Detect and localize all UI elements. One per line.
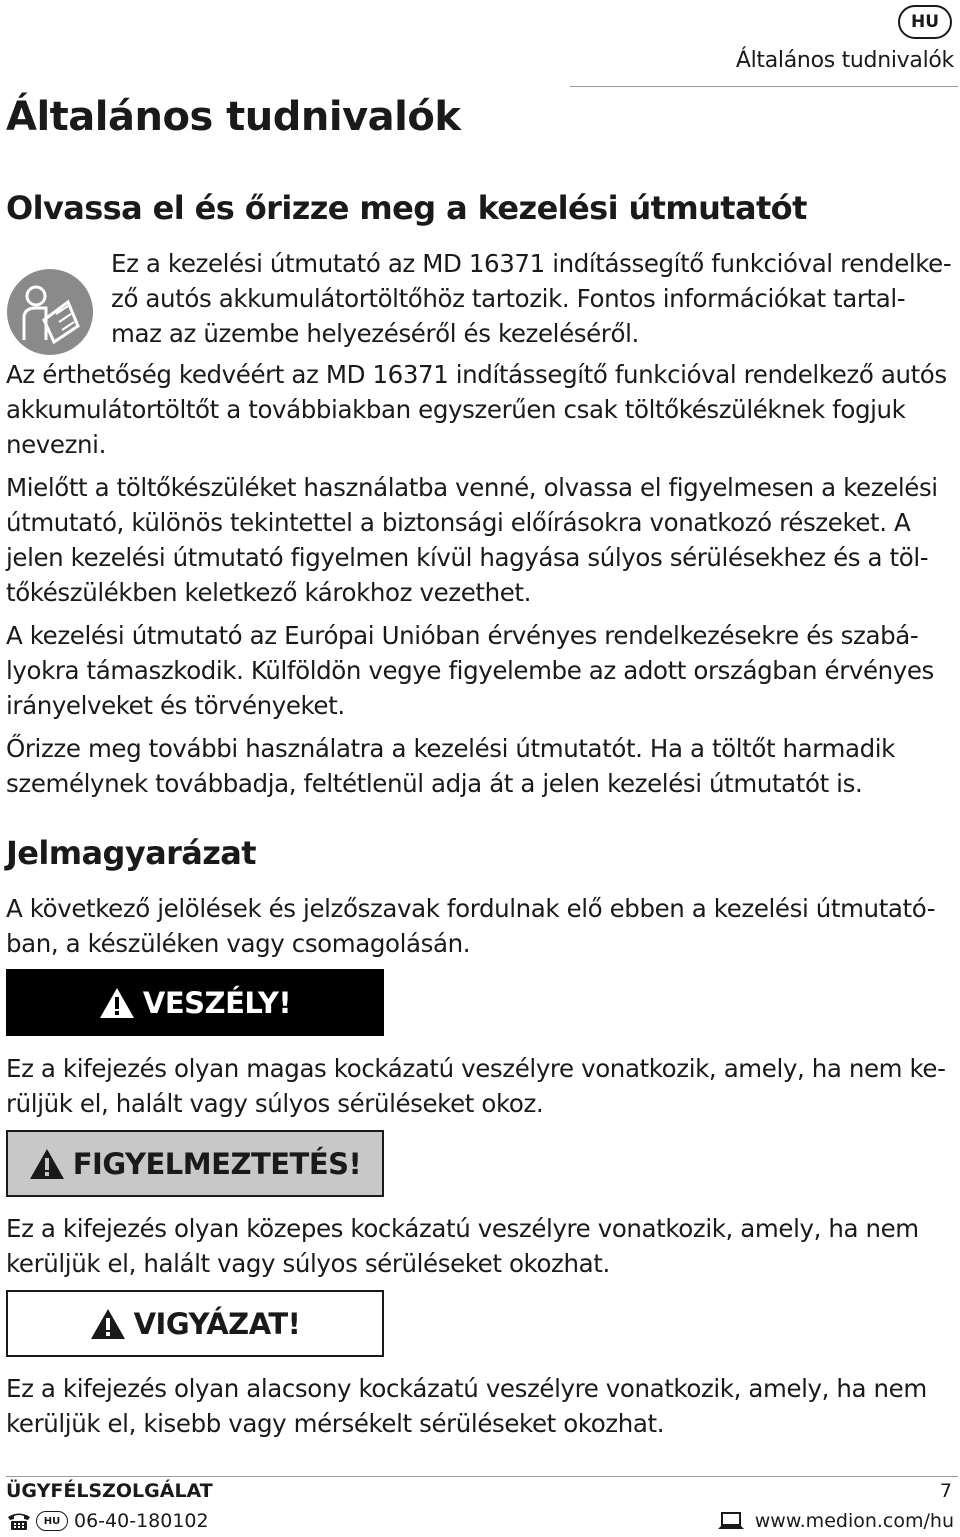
section-heading-read-manual: Olvassa el és őrizze meg a kezelési útmutatót (6, 189, 807, 227)
paragraph-3-line-3: irányelveket és törvényeket. (6, 691, 345, 720)
paragraph-3-line-2: lyokra támaszkodik. Külföldön vegye figyelembe az adott országban érvényes (6, 656, 934, 685)
paragraph-1-line-2: akkumulátortöltőt a továbbiakban egyszerűen csak töltőkészüléknek fogjuk (6, 395, 906, 424)
paragraph-3-line-1: A kezelési útmutató az Európai Unióban érvényes rendelkezésekre és szabá- (6, 621, 919, 650)
caution-desc-line-2: kerüljük el, kisebb vagy mérsékelt sérüléseket okozhat. (6, 1409, 665, 1438)
paragraph-2-line-1: Mielőtt a töltőkészüléket használatba venné, olvassa el figyelmesen a kezelési (6, 473, 938, 502)
paragraph-2-line-4: tőkészülékben keletkező károkhoz vezethet. (6, 578, 531, 607)
legend-intro-line-1: A következő jelölések és jelzőszavak fordulnak elő ebben a kezelési útmutató- (6, 894, 936, 923)
warning-signal-box (6, 1130, 384, 1197)
warning-label: FIGYELMEZTETÉS! (72, 1146, 362, 1181)
footer-customer-service-label: ÜGYFÉLSZOLGÁLAT (6, 1480, 213, 1502)
intro-line-1: Ez a kezelési útmutató az MD 16371 indítássegítő funkcióval rendelke- (111, 249, 952, 278)
paragraph-2-line-3: jelen kezelési útmutató figyelmen kívül hagyása súlyos sérülésekhez és a töl- (6, 543, 929, 572)
footer-website-row (717, 1510, 954, 1532)
section-heading-legend: Jelmagyarázat (6, 834, 256, 872)
paragraph-4-line-1: Őrizze meg további használatra a kezelési útmutatót. Ha a töltőt harmadik (6, 734, 895, 763)
phone-country-badge: HU (36, 1511, 68, 1531)
warning-desc-line-1: Ez a kifejezés olyan közepes kockázatú veszélyre vonatkozik, amely, ha nem (6, 1214, 919, 1243)
legend-intro-line-2: ban, a készüléken vagy csomagolásán. (6, 929, 471, 958)
danger-desc-line-1: Ez a kifejezés olyan magas kockázatú veszélyre vonatkozik, amely, ha nem ke- (6, 1054, 946, 1083)
warning-triangle-icon (99, 987, 135, 1019)
header-section-title: Általános tudnivalók (735, 48, 954, 73)
danger-label: VESZÉLY! (142, 985, 292, 1020)
language-badge: HU (898, 5, 952, 39)
page-title: Általános tudnivalók (6, 94, 461, 140)
footer-divider (6, 1476, 958, 1477)
caution-desc-line-1: Ez a kifejezés olyan alacsony kockázatú veszélyre vonatkozik, amely, ha nem (6, 1374, 927, 1403)
paragraph-4-line-2: személynek továbbadja, feltétlenül adja át a jelen kezelési útmutatót is. (6, 769, 863, 798)
footer-phone-number: 06-40-180102 (74, 1510, 209, 1532)
paragraph-1-line-1: Az érthetőség kedvéért az MD 16371 indítássegítő funkcióval rendelkező autós (6, 360, 947, 389)
caution-signal-box (6, 1290, 384, 1357)
intro-line-2: ző autós akkumulátortöltőhöz tartozik. Fontos információkat tartal- (111, 284, 906, 313)
laptop-icon (717, 1511, 745, 1531)
danger-signal-box (6, 969, 384, 1036)
caution-label: VIGYÁZAT! (133, 1306, 301, 1341)
read-manual-icon (6, 268, 94, 356)
paragraph-2-line-2: útmutató, különös tekintettel a biztonsági előírásokra vonatkozó részeket. A (6, 508, 911, 537)
footer-website-link[interactable]: www.medion.com/hu (754, 1510, 954, 1532)
header-divider (570, 86, 958, 87)
warning-triangle-icon (29, 1148, 65, 1180)
intro-line-3: maz az üzembe helyezéséről és kezeléséről. (111, 319, 639, 348)
page-number: 7 (939, 1480, 952, 1502)
warning-triangle-icon (90, 1308, 126, 1340)
danger-desc-line-2: rüljük el, halált vagy súlyos sérüléseket okoz. (6, 1089, 544, 1118)
paragraph-1-line-3: nevezni. (6, 430, 106, 459)
warning-desc-line-2: kerüljük el, halált vagy súlyos sérüléseket okozhat. (6, 1249, 610, 1278)
telephone-icon (6, 1511, 32, 1531)
footer-phone-row (6, 1510, 209, 1532)
